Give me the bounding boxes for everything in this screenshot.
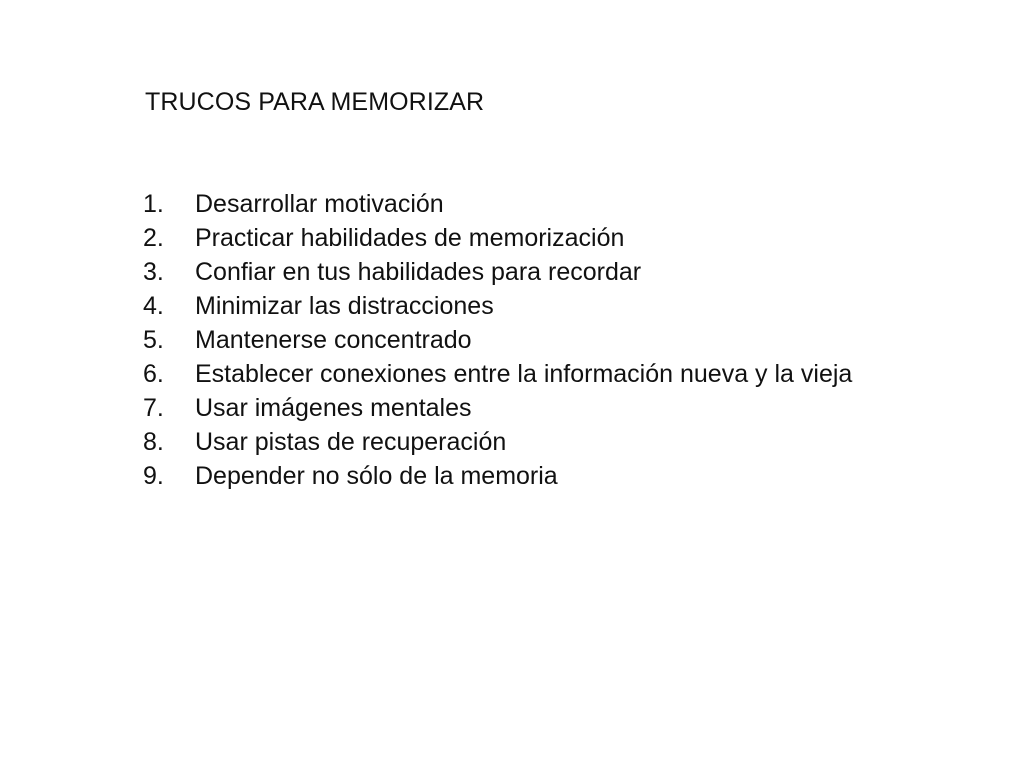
list-item-text: Minimizar las distracciones bbox=[195, 292, 494, 320]
list-item bbox=[143, 289, 852, 323]
list-item bbox=[143, 255, 852, 289]
list-item-number: 6. bbox=[143, 360, 164, 388]
list-item bbox=[143, 357, 852, 391]
list-item bbox=[143, 323, 852, 357]
list-item bbox=[143, 391, 852, 425]
list-item-number: 2. bbox=[143, 224, 164, 252]
list-item-text: Practicar habilidades de memorización bbox=[195, 224, 625, 252]
list-item-number: 7. bbox=[143, 394, 164, 422]
list-item-number: 5. bbox=[143, 326, 164, 354]
list-item-text: Desarrollar motivación bbox=[195, 190, 444, 218]
memorization-tips-list bbox=[143, 187, 852, 493]
list-item bbox=[143, 221, 852, 255]
list-item-number: 9. bbox=[143, 462, 164, 490]
list-item-number: 3. bbox=[143, 258, 164, 286]
list-item-text: Confiar en tus habilidades para recordar bbox=[195, 258, 642, 286]
list-item-text: Usar pistas de recuperación bbox=[195, 428, 507, 456]
list-item-number: 1. bbox=[143, 190, 164, 218]
list-item bbox=[143, 459, 852, 493]
list-item-text: Establecer conexiones entre la información nueva y la vieja bbox=[195, 360, 853, 388]
list-item-number: 4. bbox=[143, 292, 164, 320]
list-item-text: Usar imágenes mentales bbox=[195, 394, 472, 422]
slide-title: TRUCOS PARA MEMORIZAR bbox=[145, 88, 485, 116]
list-item bbox=[143, 425, 852, 459]
list-item bbox=[143, 187, 852, 221]
list-item-text: Mantenerse concentrado bbox=[195, 326, 472, 354]
list-item-text: Depender no sólo de la memoria bbox=[195, 462, 558, 490]
list-item-number: 8. bbox=[143, 428, 164, 456]
